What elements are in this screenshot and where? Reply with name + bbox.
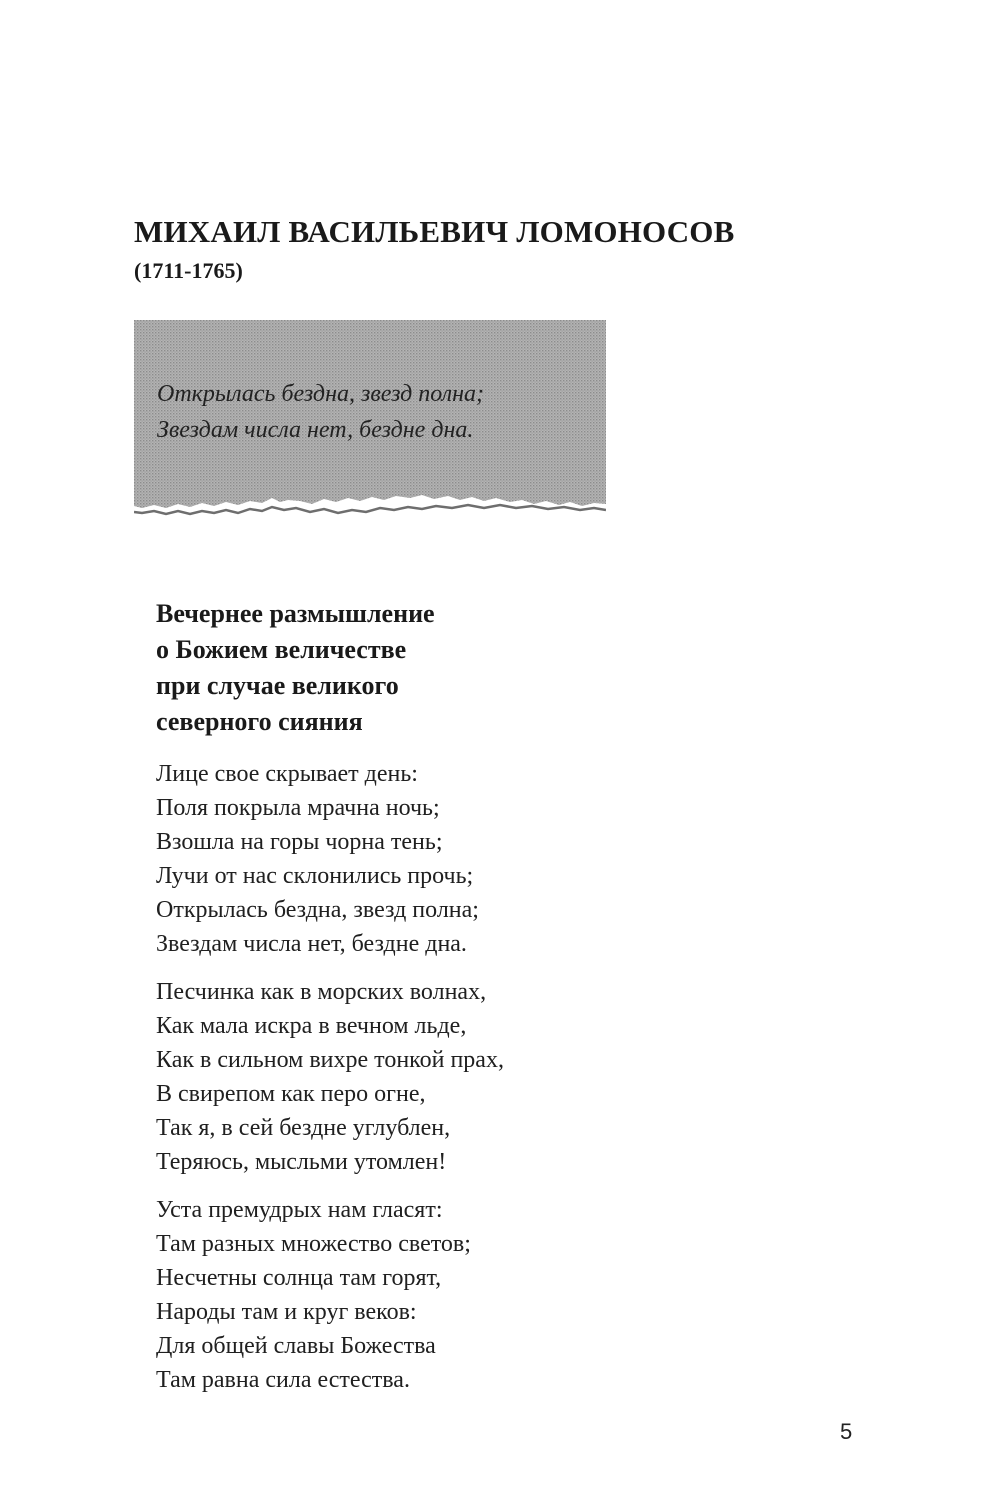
- verse-line: Там разных множество светов;: [156, 1231, 471, 1257]
- verse-line: В свирепом как перо огне,: [156, 1081, 426, 1107]
- author-name: МИХАИЛ ВАСИЛЬЕВИЧ ЛОМОНОСОВ: [134, 214, 735, 249]
- verse-line: Песчинка как в морских волнах,: [156, 979, 487, 1005]
- stanza: [156, 757, 479, 961]
- verse-line: Открылась бездна, звезд полна;: [156, 897, 479, 923]
- poem-title-line: северного сияния: [156, 707, 363, 736]
- verse-line: Уста премудрых нам гласят:: [156, 1197, 443, 1223]
- epigraph-line: Звездам числа нет, бездне дна.: [157, 417, 474, 443]
- verse-line: Лучи от нас склонились прочь;: [156, 863, 474, 889]
- stanza: [156, 1193, 471, 1397]
- torn-edge-shadow: [134, 505, 606, 514]
- verse-line: Теряюсь, мысльми утомлен!: [156, 1149, 447, 1175]
- verse-line: Лице свое скрывает день:: [156, 761, 418, 787]
- verse-line: Народы там и круг веков:: [156, 1299, 417, 1325]
- poem-title-line: Вечернее размышление: [156, 599, 435, 628]
- verse-line: Как мала искра в вечном льде,: [156, 1013, 467, 1039]
- author-years: (1711-1765): [134, 258, 243, 283]
- verse-line: Как в сильном вихре тонкой прах,: [156, 1047, 504, 1073]
- poem-title-line: о Божием величестве: [156, 635, 407, 664]
- epigraph-line: Открылась бездна, звезд полна;: [157, 381, 485, 407]
- verse-line: Так я, в сей бездне углублен,: [156, 1115, 451, 1141]
- verse-line: Поля покрыла мрачна ночь;: [156, 795, 440, 821]
- epigraph-box: [134, 320, 606, 520]
- verse-line: Несчетны солнца там горят,: [156, 1265, 442, 1291]
- verse-line: Взошла на горы чорна тень;: [156, 829, 443, 855]
- stanza: [156, 975, 504, 1179]
- epigraph-text: [157, 376, 484, 448]
- verse-line: Там равна сила естества.: [156, 1367, 410, 1393]
- verse-line: Для общей славы Божества: [156, 1333, 436, 1359]
- verse-line: Звездам числа нет, бездне дна.: [156, 931, 467, 957]
- poem-title: [156, 596, 435, 740]
- page-number: 5: [840, 1419, 853, 1444]
- poem-title-line: при случае великого: [156, 671, 399, 700]
